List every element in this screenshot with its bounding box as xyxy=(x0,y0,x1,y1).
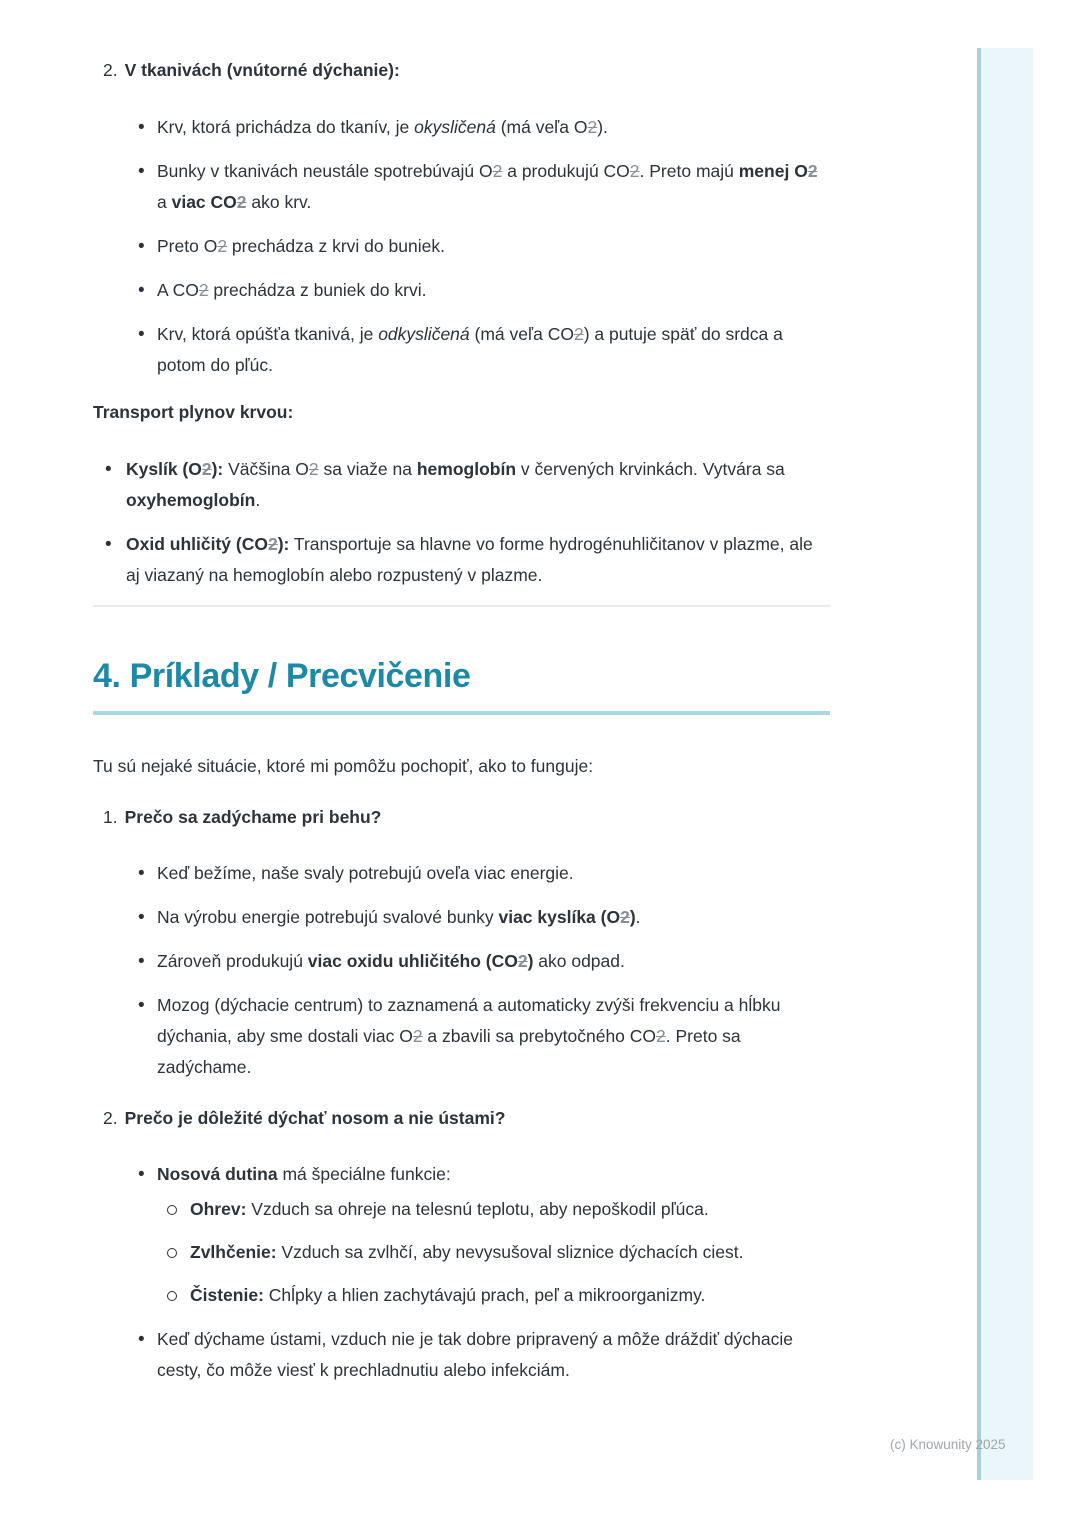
list-item-text xyxy=(157,117,608,137)
list-item-text xyxy=(157,280,426,300)
list-item xyxy=(93,990,830,1083)
list-item-text xyxy=(126,534,813,585)
struck-subscript: 2 xyxy=(629,161,640,181)
text-segment: a xyxy=(157,192,172,212)
text-segment: (má veľa O xyxy=(495,117,588,137)
text-segment: Oxid uhličitý (CO xyxy=(126,534,268,554)
sub-list-item xyxy=(157,1237,830,1268)
struck-subscript: 2 xyxy=(198,280,209,300)
text-segment: . xyxy=(255,490,261,510)
struck-subscript: 2 xyxy=(236,192,247,212)
list-item-text xyxy=(157,324,783,375)
text-segment: . xyxy=(635,907,641,927)
text-segment: viac kyslíka (O xyxy=(498,907,621,927)
question-nose-breathing xyxy=(93,1105,830,1386)
question-number: 1. xyxy=(103,807,118,827)
text-segment: viac CO xyxy=(171,192,237,212)
examples-heading: 4. Príklady / Precvičenie xyxy=(93,657,471,695)
transport-bullet-list xyxy=(93,454,830,591)
list-item xyxy=(93,275,830,306)
list-item-text xyxy=(157,1329,793,1380)
text-segment: okysličená xyxy=(414,117,496,137)
text-segment: Na výrobu energie potrebujú svalové bunky xyxy=(157,907,499,927)
struck-subscript: 2 xyxy=(267,534,278,554)
list-item xyxy=(93,858,830,889)
text-segment: Transportuje sa hlavne vo forme hydrogénuhličitanov v plazme, ale aj viazaný na hemoglobín alebo rozpustený v plazme. xyxy=(126,534,813,585)
question-number: 2. xyxy=(103,1108,118,1128)
tissues-bullet-list xyxy=(93,112,830,381)
page-side-strip xyxy=(977,48,1033,1480)
text-segment: hemoglobín xyxy=(416,459,517,479)
list-item xyxy=(93,1159,830,1311)
list-item xyxy=(93,902,830,933)
text-segment: Preto O xyxy=(157,236,218,256)
text-segment: Zvlhčenie: xyxy=(190,1242,277,1262)
text-segment: Krv, ktorá opúšťa tkanivá, je xyxy=(157,324,379,344)
text-segment: oxyhemoglobín xyxy=(126,490,256,510)
struck-subscript: 2 xyxy=(620,907,630,927)
question-bullet-list xyxy=(93,1159,830,1386)
sub-list-item xyxy=(157,1280,830,1311)
question-bullet-list xyxy=(93,858,830,1083)
document-body xyxy=(93,57,830,1399)
struck-subscript: 2 xyxy=(656,1026,666,1046)
question-heading xyxy=(93,1105,830,1131)
text-segment: . Preto sa zadýchame. xyxy=(157,1026,741,1077)
text-segment: Bunky v tkanivách neustále spotrebúvajú O xyxy=(157,161,493,181)
text-segment: Keď bežíme, naše svaly potrebujú oveľa viac energie. xyxy=(157,863,574,883)
text-segment: ). xyxy=(597,117,608,137)
list-item-text xyxy=(157,1164,451,1184)
list-item-text xyxy=(157,907,641,927)
struck-subscript: 2 xyxy=(587,117,598,137)
struck-subscript: 2 xyxy=(517,951,528,971)
text-segment: ) a putuje späť do srdca a potom do pľúc. xyxy=(157,324,783,375)
text-segment: a zbavili sa prebytočného CO xyxy=(422,1026,657,1046)
list-item-text xyxy=(157,236,445,256)
text-segment: Ohrev: xyxy=(190,1199,247,1219)
list-item-text xyxy=(157,995,780,1077)
question-title: Prečo sa zadýchame pri behu? xyxy=(124,807,382,827)
text-segment: Vzduch sa zvlhčí, aby nevysušoval sliznice dýchacích ciest. xyxy=(276,1242,744,1262)
text-segment: prechádza z krvi do buniek. xyxy=(227,236,445,256)
text-segment: menej O xyxy=(738,161,808,181)
copyright-note: (c) Knowunity 2025 xyxy=(890,1437,1006,1452)
list-item-text xyxy=(157,161,818,212)
sub-list-item-text xyxy=(190,1242,743,1262)
examples-heading-underline xyxy=(93,711,830,715)
sub-list-item-text xyxy=(190,1199,709,1219)
sub-list-item-text xyxy=(190,1285,705,1305)
struck-subscript: 2 xyxy=(492,161,503,181)
text-segment: Čistenie: xyxy=(190,1285,264,1305)
text-segment: viac oxidu uhličitého (CO xyxy=(307,951,518,971)
text-segment: Chĺpky a hlien zachytávajú prach, peľ a mikroorganizmy. xyxy=(263,1285,706,1305)
list-item-text xyxy=(157,951,625,971)
text-segment: Mozog (dýchacie centrum) to zaznamená a automaticky zvýši frekvenciu a hĺbku dýchania, aby sme dostali viac O xyxy=(157,995,781,1046)
text-segment: Väčšina O xyxy=(223,459,309,479)
section-title: V tkanivách (vnútorné dýchanie): xyxy=(124,60,400,80)
text-segment: Keď dýchame ústami, vzduch nie je tak dobre pripravený a môže dráždiť dýchacie cesty, čo môže viesť k prechladnutiu alebo infekciám. xyxy=(157,1329,793,1380)
question-title: Prečo je dôležité dýchať nosom a nie ústami? xyxy=(124,1108,506,1128)
list-item xyxy=(93,1324,830,1386)
section-divider xyxy=(93,605,830,607)
section-heading-tissues xyxy=(93,57,830,83)
text-segment: odkysličená xyxy=(378,324,470,344)
text-segment: Kyslík (O xyxy=(126,459,202,479)
list-item xyxy=(93,319,830,381)
text-segment: sa viaže na xyxy=(318,459,417,479)
text-segment: . Preto majú xyxy=(639,161,739,181)
text-segment: ako odpad. xyxy=(533,951,625,971)
text-segment: ): xyxy=(211,459,224,479)
struck-subscript: 2 xyxy=(217,236,228,256)
text-segment: Krv, ktorá prichádza do tkanív, je xyxy=(157,117,415,137)
struck-subscript: 2 xyxy=(308,459,319,479)
text-segment: ) xyxy=(527,951,534,971)
text-segment: má špeciálne funkcie: xyxy=(277,1164,451,1184)
text-segment: ako krv. xyxy=(246,192,312,212)
text-segment: Nosová dutina xyxy=(157,1164,278,1184)
text-segment: prechádza z buniek do krvi. xyxy=(208,280,427,300)
struck-subscript: 2 xyxy=(807,161,818,181)
text-segment: v červených krvinkách. Vytvára sa xyxy=(516,459,785,479)
list-item xyxy=(93,454,830,516)
list-item-text xyxy=(126,459,785,510)
list-item-text xyxy=(157,863,574,883)
intro-paragraph: Tu sú nejaké situácie, ktoré mi pomôžu pochopiť, ako to funguje: xyxy=(93,756,594,776)
sub-list-item xyxy=(157,1194,830,1225)
text-segment: Vzduch sa ohreje na telesnú teplotu, aby nepoškodil pľúca. xyxy=(246,1199,709,1219)
question-running xyxy=(93,804,830,1083)
text-segment: a produkujú CO xyxy=(502,161,630,181)
list-item xyxy=(93,946,830,977)
transport-heading: Transport plynov krvou: xyxy=(93,402,294,422)
text-segment: A CO xyxy=(157,280,199,300)
list-item xyxy=(93,156,830,218)
sub-bullet-list xyxy=(157,1194,830,1311)
list-item xyxy=(93,112,830,143)
text-segment: ) xyxy=(629,907,636,927)
question-heading xyxy=(93,804,830,830)
text-segment: ): xyxy=(277,534,290,554)
text-segment: (má veľa CO xyxy=(469,324,574,344)
struck-subscript: 2 xyxy=(412,1026,423,1046)
list-item xyxy=(93,529,830,591)
struck-subscript: 2 xyxy=(201,459,212,479)
text-segment: Zároveň produkujú xyxy=(157,951,308,971)
struck-subscript: 2 xyxy=(573,324,584,344)
list-item xyxy=(93,231,830,262)
section-number: 2. xyxy=(103,60,118,80)
